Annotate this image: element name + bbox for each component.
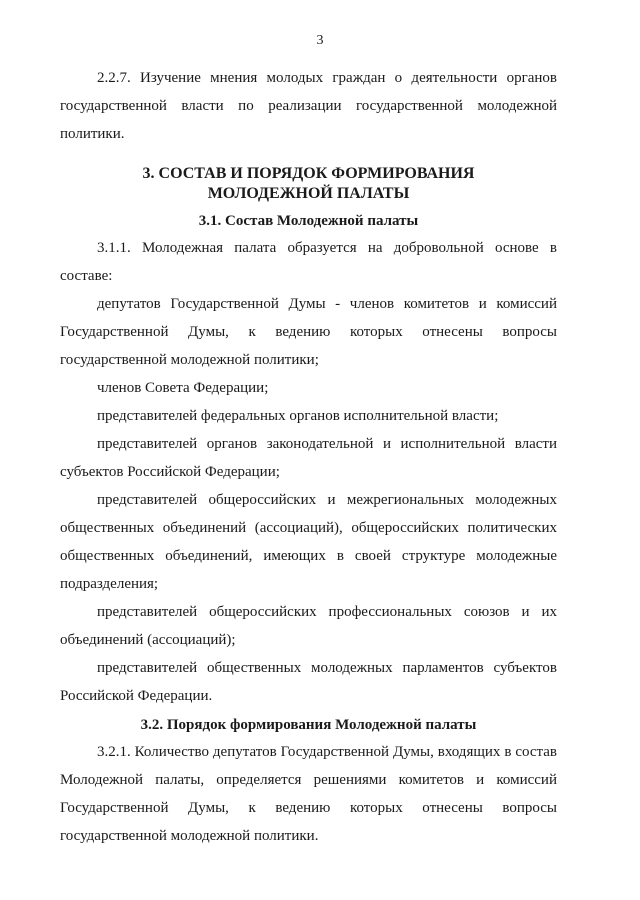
paragraph-3-1-1: 3.1.1. Молодежная палата образуется на добровольной основе в составе: xyxy=(60,240,557,284)
list-item: членов Совета Федерации; xyxy=(97,380,269,396)
subsection-3-1-heading: 3.1. Состав Молодежной палаты xyxy=(198,213,419,229)
section-3-heading xyxy=(60,164,557,204)
section-3-heading-line-2: МОЛОДЕЖНОЙ ПАЛАТЫ xyxy=(207,185,410,202)
subsection-3-2-heading: 3.2. Порядок формирования Молодежной палаты xyxy=(140,717,477,733)
list-item: представителей органов законодательной и исполнительной власти субъектов Российской Федерации; xyxy=(60,436,557,480)
list-item: депутатов Государственной Думы - членов комитетов и комиссий Государственной Думы, к ведению которых отнесены вопросы государственной молодежной политики; xyxy=(60,296,557,368)
list-item: представителей общественных молодежных парламентов субъектов Российской Федерации. xyxy=(60,660,557,704)
page-number: 3 xyxy=(316,33,324,48)
list-item: представителей общероссийских профессиональных союзов и их объединений (ассоциаций); xyxy=(60,604,557,648)
paragraph-2-2-7: 2.2.7. Изучение мнения молодых граждан о деятельности органов государственной власти по реализации государственной молодежной политики. xyxy=(60,70,557,142)
page-content xyxy=(60,64,557,850)
paragraph-3-2-1: 3.2.1. Количество депутатов Государственной Думы, входящих в состав Молодежной палаты, определяется решениями комитетов и комиссий Государственной Думы, к ведению которых отнесены вопросы государственной молодежной политики. xyxy=(60,744,557,844)
list-item: представителей общероссийских и межрегиональных молодежных общественных объединений (ассоциаций), общероссийских политических общественных объединений, имеющих в своей структуре молодежные подразделения; xyxy=(60,492,557,592)
list-item: представителей федеральных органов исполнительной власти; xyxy=(97,408,499,424)
section-3-heading-line-1: 3. СОСТАВ И ПОРЯДОК ФОРМИРОВАНИЯ xyxy=(142,165,475,182)
